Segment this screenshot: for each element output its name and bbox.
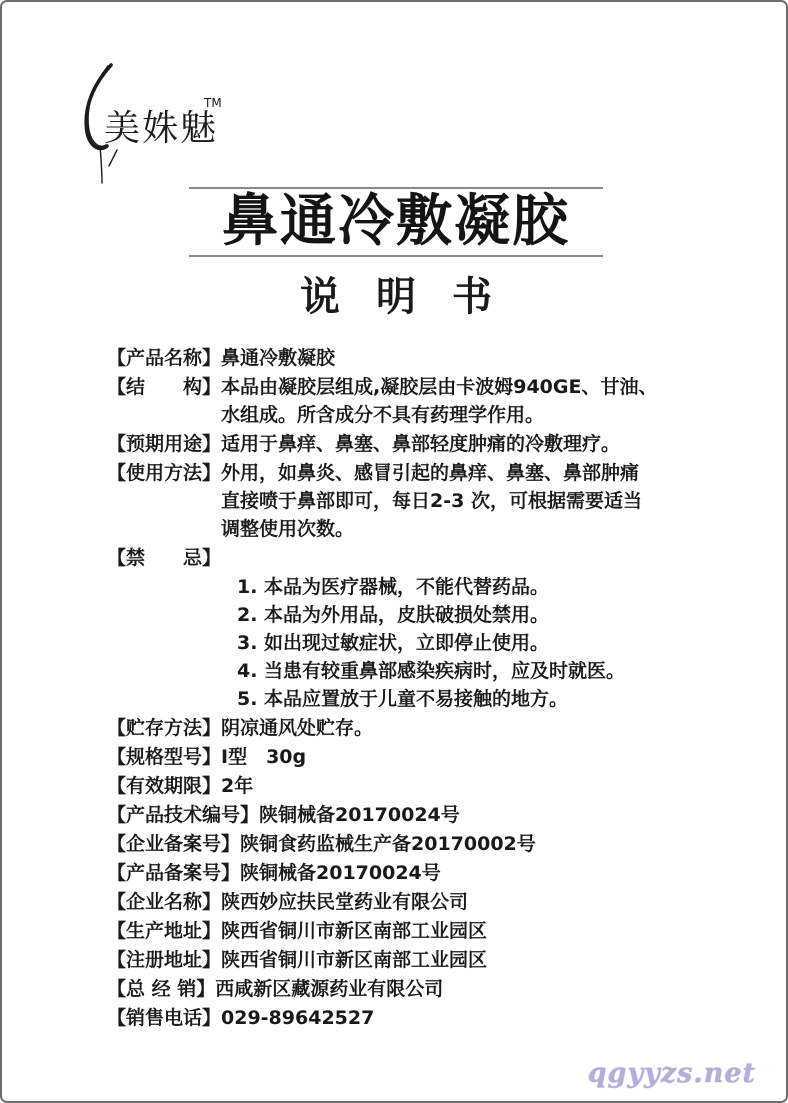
field-row xyxy=(107,888,697,916)
field-value xyxy=(221,344,697,372)
field-row xyxy=(107,544,697,572)
contraindication-item: 3. 如出现过敏症状，立即停止使用。 xyxy=(237,632,550,654)
field-value-line: I型 30g xyxy=(221,746,307,768)
field-value xyxy=(221,373,697,429)
field-label: 【禁 忌】 xyxy=(107,547,222,569)
field-row xyxy=(107,344,697,372)
field-label: 【使用方法】 xyxy=(107,462,222,484)
field-row xyxy=(107,917,697,945)
field-value xyxy=(221,946,697,974)
contraindication-item: 4. 当患有较重鼻部感染疾病时，应及时就医。 xyxy=(237,660,626,682)
field-value xyxy=(221,772,697,800)
field-row xyxy=(107,430,697,458)
field-value-line: 陕铜械备20170024号 xyxy=(259,804,460,826)
contraindication-list xyxy=(237,573,697,713)
field-value-line: 直接喷于鼻部即可，每日2-3 次，可根据需要适当 xyxy=(221,490,642,512)
field-value xyxy=(221,888,697,916)
field-value-line: 陕铜食药监械生产备20170002号 xyxy=(240,833,536,855)
field-value-line: 外用，如鼻炎、感冒引起的鼻痒、鼻塞、鼻部肿痛 xyxy=(221,462,640,484)
field-row xyxy=(107,859,697,887)
field-label: 【预期用途】 xyxy=(107,433,222,455)
field-label: 【销售电话】 xyxy=(107,1007,222,1029)
field-value-line: 2年 xyxy=(221,775,254,797)
field-value-line: 陕西省铜川市新区南部工业园区 xyxy=(221,949,488,971)
field-label: 【有效期限】 xyxy=(107,775,222,797)
title-rule-bottom xyxy=(189,255,603,257)
field-value xyxy=(240,859,697,887)
field-value xyxy=(221,917,697,945)
field-label: 【规格型号】 xyxy=(107,746,222,768)
field-value xyxy=(221,1004,697,1032)
field-row xyxy=(107,459,697,543)
field-row xyxy=(107,373,697,429)
field-row xyxy=(107,1004,697,1032)
field-row xyxy=(107,946,697,974)
field-value-line: 陕西妙应扶民堂药业有限公司 xyxy=(221,891,469,913)
brand-logo xyxy=(64,58,284,208)
site-watermark: qgyyzs.net xyxy=(587,1058,756,1089)
field-value-line: 陕铜械备20170024号 xyxy=(240,862,441,884)
trademark-symbol: TM xyxy=(204,96,222,110)
field-value-line: 水组成。所含成分不具有药理学作用。 xyxy=(221,404,545,426)
entries xyxy=(107,344,697,1033)
field-row xyxy=(107,801,697,829)
field-value xyxy=(215,975,697,1003)
leaflet-subtitle: 说明书 xyxy=(300,274,528,320)
field-label: 【生产地址】 xyxy=(107,920,222,942)
field-row xyxy=(107,975,697,1003)
brand-name: 美姝魅 xyxy=(104,108,219,149)
field-value-line: 本品由凝胶层组成,凝胶层由卡波姆940GE、甘油、 xyxy=(221,376,658,398)
field-value xyxy=(221,459,697,543)
field-row xyxy=(107,830,697,858)
field-value-line: 调整使用次数。 xyxy=(221,518,355,540)
product-title: 鼻通冷敷凝胶 xyxy=(222,188,570,254)
field-row xyxy=(107,743,697,771)
field-label: 【企业名称】 xyxy=(107,891,222,913)
field-value-line: 029-89642527 xyxy=(221,1007,375,1029)
field-label: 【结 构】 xyxy=(107,376,222,398)
field-value xyxy=(259,801,697,829)
field-value-line: 阴凉通风处贮存。 xyxy=(221,717,374,739)
field-value-line: 适用于鼻痒、鼻塞、鼻部轻度肿痛的冷敷理疗。 xyxy=(221,433,621,455)
field-row xyxy=(107,772,697,800)
contraindication-item: 1. 本品为医疗器械，不能代替药品。 xyxy=(237,576,550,598)
field-row xyxy=(107,714,697,742)
field-value xyxy=(221,430,697,458)
field-label: 【贮存方法】 xyxy=(107,717,222,739)
field-value xyxy=(221,743,697,771)
title-block xyxy=(2,187,788,322)
contraindication-item: 2. 本品为外用品，皮肤破损处禁用。 xyxy=(237,604,550,626)
field-label: 【产品名称】 xyxy=(107,347,222,369)
field-value-line: 陕西省铜川市新区南部工业园区 xyxy=(221,920,488,942)
field-value xyxy=(221,714,697,742)
field-value xyxy=(240,830,697,858)
field-label: 【产品备案号】 xyxy=(107,862,241,884)
field-label: 【注册地址】 xyxy=(107,949,222,971)
field-label: 【产品技术编号】 xyxy=(107,804,260,826)
contraindication-item: 5. 本品应置放于儿童不易接触的地方。 xyxy=(237,688,569,710)
field-value-line: 西咸新区藏源药业有限公司 xyxy=(215,978,444,1000)
field-label: 【企业备案号】 xyxy=(107,833,241,855)
field-value-line: 鼻通冷敷凝胶 xyxy=(221,347,336,369)
field-label: 【总 经 销】 xyxy=(107,978,216,1000)
